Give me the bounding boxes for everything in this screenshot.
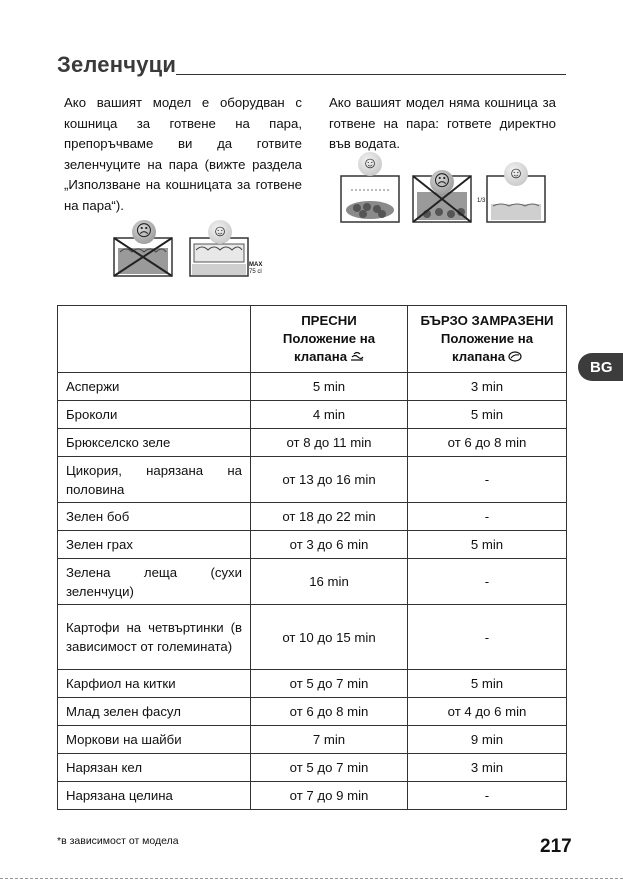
table-row xyxy=(58,605,567,670)
section-title: Зеленчуци xyxy=(57,52,177,77)
happy-face-icon: ☺ xyxy=(504,162,528,186)
table-row xyxy=(58,401,567,429)
vegetable-name: Брюкселско зеле xyxy=(58,429,251,457)
frozen-time: - xyxy=(408,605,567,670)
header-fresh-sub: Положение на клапана xyxy=(282,331,376,364)
fresh-time: 7 min xyxy=(251,726,408,754)
vegetable-name: Нарязана целина xyxy=(58,782,251,810)
fresh-time: от 3 до 6 min xyxy=(251,531,408,559)
frozen-time: - xyxy=(408,559,567,605)
vegetable-name: Картофи на четвъртинки (в зависимост от големината) xyxy=(58,605,251,670)
fresh-time: 16 min xyxy=(251,559,408,605)
bottom-rule xyxy=(0,878,623,879)
table-row xyxy=(58,726,567,754)
intro-right-paragraph: Ако вашият модел няма кошница за готвене на пара: гответе директно във водата. xyxy=(329,95,556,151)
header-frozen xyxy=(408,306,567,373)
table-row xyxy=(58,503,567,531)
happy-face-icon: ☺ xyxy=(358,152,382,176)
vegetable-name: Зелена леща (сухи зеленчуци) xyxy=(58,559,251,605)
frozen-time: 5 min xyxy=(408,401,567,429)
table-row xyxy=(58,698,567,726)
frozen-time: 9 min xyxy=(408,726,567,754)
gentle-valve-icon xyxy=(508,351,522,362)
frozen-time: 5 min xyxy=(408,670,567,698)
vegetable-name: Карфиол на китки xyxy=(58,670,251,698)
steam-valve-icon xyxy=(350,351,364,362)
table-header-row xyxy=(58,306,567,373)
fresh-time: от 5 до 7 min xyxy=(251,670,408,698)
fresh-time: 4 min xyxy=(251,401,408,429)
frozen-time: от 6 до 8 min xyxy=(408,429,567,457)
header-frozen-sub: Положение на клапана xyxy=(440,331,534,364)
fresh-time: от 13 до 16 min xyxy=(251,457,408,503)
vegetable-name: Зелен грах xyxy=(58,531,251,559)
vegetable-name: Цикория, нарязана на половина xyxy=(58,457,251,503)
max-label: MAX xyxy=(249,262,263,268)
vegetable-name: Нарязан кел xyxy=(58,754,251,782)
language-tab: BG xyxy=(578,353,623,381)
vegetable-name: Млад зелен фасул xyxy=(58,698,251,726)
page-number: 217 xyxy=(540,836,572,857)
fresh-time: от 18 до 22 min xyxy=(251,503,408,531)
table-row xyxy=(58,754,567,782)
table-row xyxy=(58,782,567,810)
frozen-time: от 4 до 6 min xyxy=(408,698,567,726)
header-fresh-title: ПРЕСНИ xyxy=(301,313,357,328)
table-row xyxy=(58,670,567,698)
intro-left-paragraph: Ако вашият модел е оборудван с кошница за готвене на пара, препоръчваме ви да готвите зеленчуците на пара (вижте раздела „Използване на кошницата за готвене на пара“). xyxy=(64,95,302,213)
table-row xyxy=(58,457,567,503)
header-vegetable xyxy=(58,306,251,373)
happy-face-icon: ☺ xyxy=(208,220,232,244)
header-fresh xyxy=(251,306,408,373)
table-row xyxy=(58,373,567,401)
fresh-time: от 5 до 7 min xyxy=(251,754,408,782)
water-cooking-illustration xyxy=(337,152,549,227)
vegetable-name: Зелен боб xyxy=(58,503,251,531)
fresh-time: от 7 до 9 min xyxy=(251,782,408,810)
fresh-time: от 8 до 11 min xyxy=(251,429,408,457)
table-row xyxy=(58,559,567,605)
header-frozen-title: БЪРЗО ЗАМРАЗЕНИ xyxy=(420,313,554,328)
fresh-time: 5 min xyxy=(251,373,408,401)
frozen-time: 3 min xyxy=(408,373,567,401)
footnote: *в зависимост от модела xyxy=(57,835,179,847)
frozen-time: - xyxy=(408,457,567,503)
frozen-time: - xyxy=(408,503,567,531)
fresh-time: от 6 до 8 min xyxy=(251,698,408,726)
vegetable-name: Броколи xyxy=(58,401,251,429)
vegetable-name: Аспержи xyxy=(58,373,251,401)
table-row xyxy=(58,531,567,559)
table-row xyxy=(58,429,567,457)
frozen-time: 3 min xyxy=(408,754,567,782)
steam-basket-illustration xyxy=(112,218,262,280)
title-rule xyxy=(176,74,566,75)
frozen-time: - xyxy=(408,782,567,810)
fresh-time: от 10 до 15 min xyxy=(251,605,408,670)
sad-face-icon: ☹ xyxy=(132,220,156,244)
sad-face-icon: ☹ xyxy=(430,170,454,194)
frozen-time: 5 min xyxy=(408,531,567,559)
fraction-label: 1/3 xyxy=(477,198,486,204)
cooking-times-table xyxy=(57,305,567,810)
max-volume-label: 75 cl xyxy=(249,269,262,275)
vegetable-name: Моркови на шайби xyxy=(58,726,251,754)
